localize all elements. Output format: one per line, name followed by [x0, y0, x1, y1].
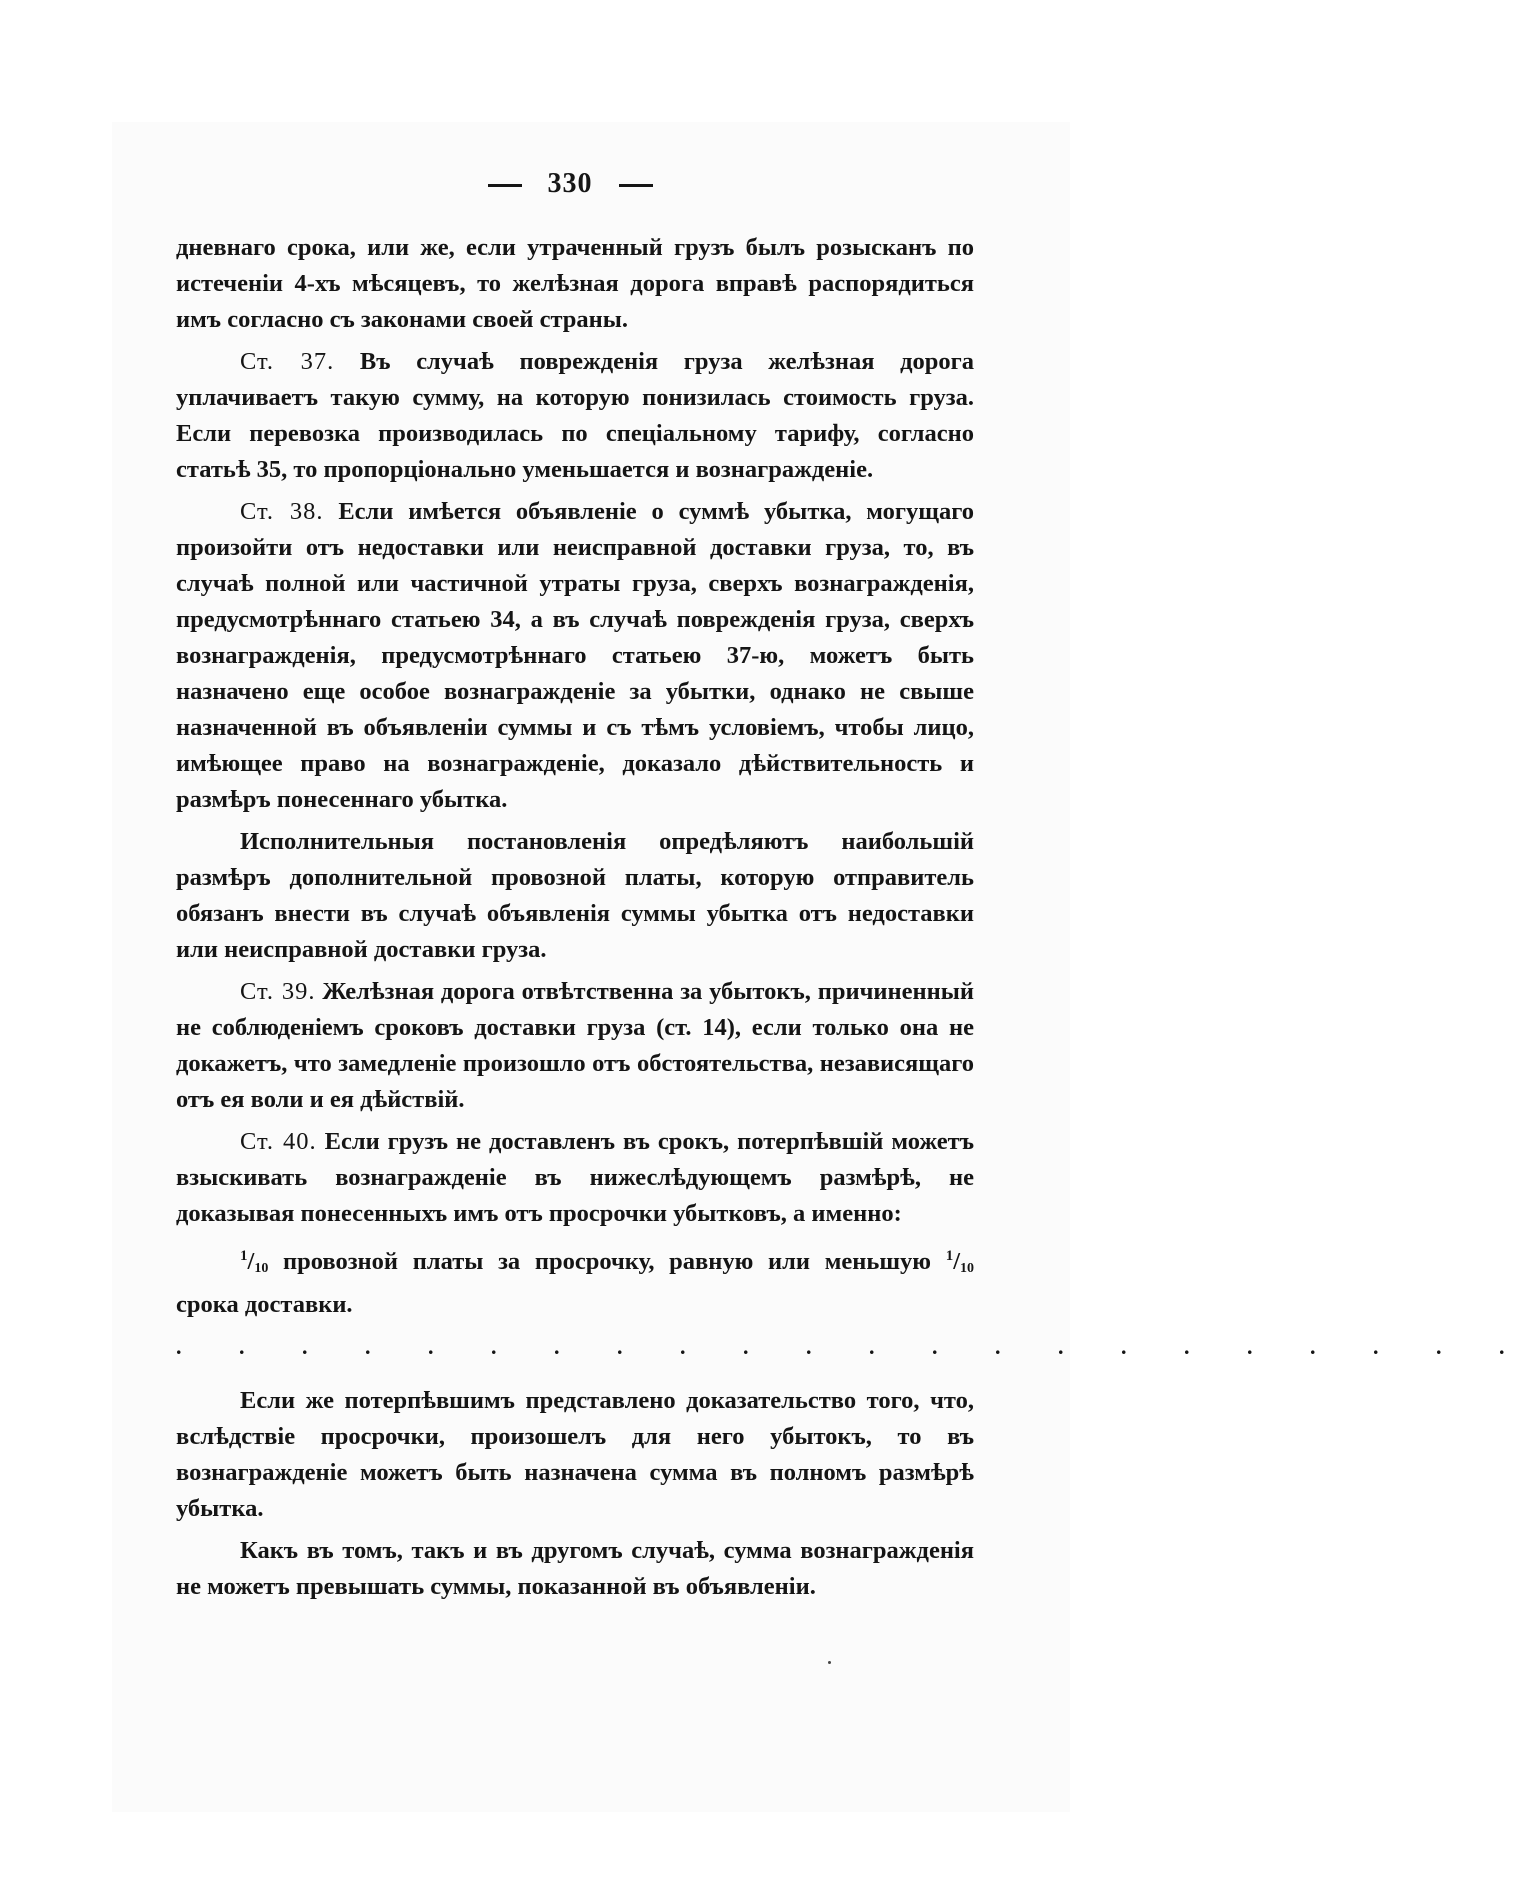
paragraph-text: Въ случаѣ поврежденія груза желѣзная дорога уплачиваетъ такую сумму, на которую понизилась стоимость груза. Если перевозка производилась по спеціальному тарифу, согласно статьѣ 35, то пропорціонально уменьшается и вознагражденіе. [176, 348, 974, 483]
article-number: Ст. 37. [240, 348, 335, 375]
fraction-one-tenth-second: $^1/_{10}$ [945, 1248, 975, 1276]
page-body [176, 230, 1531, 1611]
header-dash-right [619, 184, 653, 187]
fraction-numerator: 1 [945, 1248, 954, 1264]
page-header [0, 168, 1140, 200]
fraction-numerator: 1 [240, 1248, 248, 1264]
paragraph-text: дневнаго срока, или же, если утраченный грузъ былъ розысканъ по истеченіи 4-хъ мѣсяцевъ, то желѣзная дорога вправѣ распорядиться имъ согласно съ законами своей страны. [176, 234, 974, 333]
page-number: 330 [547, 168, 593, 199]
paragraph-fraction-rule [176, 1238, 974, 1323]
paragraph-text: Если имѣется объявленіе о суммѣ убытка, могущаго произойти отъ недоставки или неисправной доставки груза, то, въ случаѣ полной или частичной утраты груза, сверхъ вознагражденія, предусмотрѣннаго статьею 34, а въ случаѣ поврежденія груза, сверхъ вознагражденія, предусмотрѣннаго статьею 37-ю, можетъ быть назначено еще особое вознагражденіе за убытки, однако не свыше назначенной въ объявленіи суммы и съ тѣмъ условіемъ, чтобы лицо, имѣющее право на вознагражденіе, доказало дѣйствительность и размѣръ понесеннаго убытка. [176, 498, 974, 813]
fraction-denominator: 10 [254, 1261, 269, 1276]
paragraph-execution-rules [176, 824, 974, 968]
paragraph-article-40 [176, 1124, 974, 1232]
paragraph-article-38 [176, 494, 974, 818]
article-number: Ст. 39. [240, 978, 316, 1005]
header-dash-left [488, 184, 522, 187]
paragraph-text: Если же потерпѣвшимъ представлено доказательство того, что, вслѣдствіе просрочки, произошелъ для него убытокъ, то въ вознагражденіе можетъ быть назначена сумма въ полномъ размѣрѣ убытка. [176, 1387, 974, 1522]
paragraph-text: Исполнительныя постановленія опредѣляютъ наибольшій размѣръ дополнительной провозной платы, которую отправитель обязанъ внести въ случаѣ объявленія суммы убытка отъ недоставки или неисправной доставки груза. [176, 828, 974, 963]
article-number: Ст. 40. [240, 1128, 317, 1155]
fraction-denominator: 10 [960, 1261, 975, 1276]
paragraph-article-39 [176, 974, 974, 1118]
paragraph-limit [176, 1533, 974, 1605]
article-number: Ст. 38. [240, 498, 324, 525]
paragraph-text: срока доставки. [176, 1291, 353, 1318]
paragraph-text: провозной платы за просрочку, равную или меньшую [283, 1248, 932, 1275]
paper-speck [828, 1661, 831, 1664]
paragraph-text: Какъ въ томъ, такъ и въ другомъ случаѣ, сумма вознагражденія не можетъ превышать суммы, показанной въ объявленіи. [176, 1537, 974, 1600]
paragraph-continuation [176, 230, 974, 338]
ellipsis-dots-row: . . . . . . . . . . . . . . . . . . . . . . [176, 1334, 1531, 1359]
paragraph-article-37 [176, 344, 974, 488]
paragraph-text: Если грузъ не доставленъ въ срокъ, потерпѣвшій можетъ взыскивать вознагражденіе въ нижеслѣдующемъ размѣрѣ, не доказывая понесенныхъ имъ отъ просрочки убытковъ, а именно: [176, 1128, 975, 1227]
paragraph-proven-loss [176, 1383, 974, 1527]
paragraph-text: Желѣзная дорога отвѣтственна за убытокъ, причиненный не соблюденіемъ сроковъ доставки груза (ст. 14), если только она не докажетъ, что замедленіе произошло отъ обстоятельства, независящаго отъ ея воли и ея дѣйствій. [176, 978, 975, 1113]
fraction-one-tenth: $^1/_{10}$ [240, 1248, 269, 1276]
